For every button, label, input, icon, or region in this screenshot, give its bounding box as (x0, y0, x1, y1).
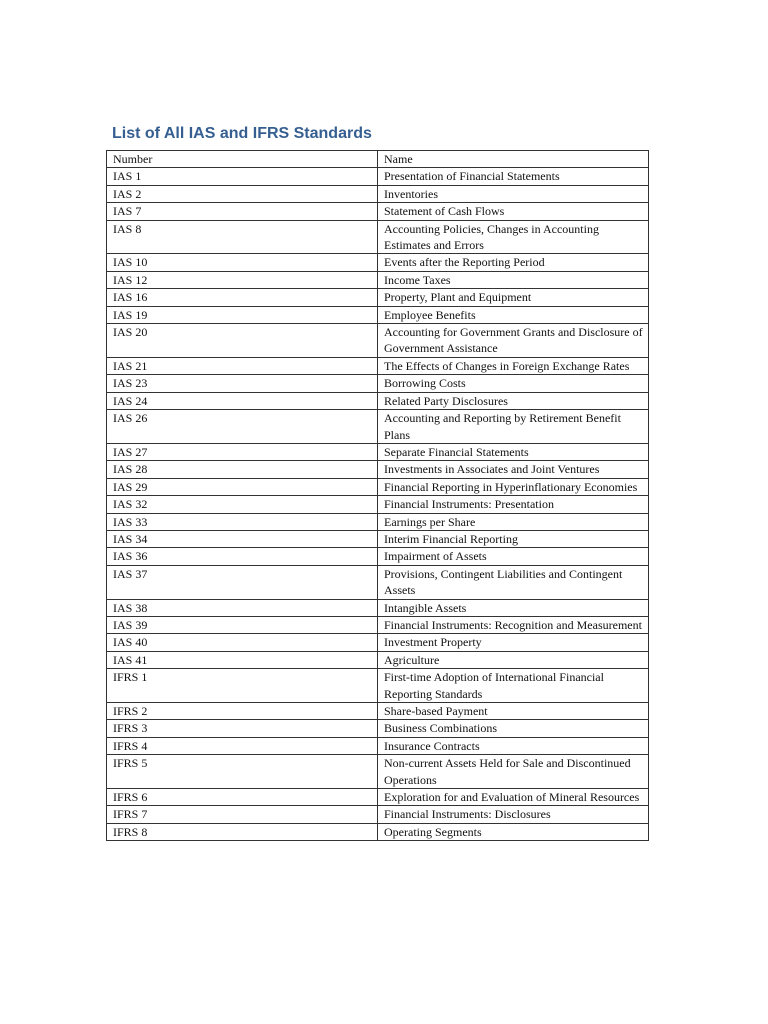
standard-number-cell: IAS 2 (107, 185, 378, 202)
standard-number-cell: IAS 41 (107, 651, 378, 668)
table-row (107, 443, 649, 460)
standard-name-cell: First-time Adoption of International Financial Reporting Standards (378, 669, 649, 703)
standard-number-cell: IFRS 6 (107, 789, 378, 806)
table-row (107, 185, 649, 202)
standard-name-cell: Income Taxes (378, 271, 649, 288)
standard-number-cell: IAS 27 (107, 443, 378, 460)
standard-name-cell: Related Party Disclosures (378, 392, 649, 409)
standard-name-cell: Inventories (378, 185, 649, 202)
standard-number-cell: IAS 34 (107, 530, 378, 547)
table-row (107, 271, 649, 288)
table-row (107, 669, 649, 703)
standard-name-cell: Investment Property (378, 634, 649, 651)
standard-number-cell: IAS 37 (107, 565, 378, 599)
table-row (107, 203, 649, 220)
standard-name-cell: Interim Financial Reporting (378, 530, 649, 547)
table-row (107, 634, 649, 651)
standard-name-cell: Property, Plant and Equipment (378, 289, 649, 306)
standard-number-cell: IFRS 3 (107, 720, 378, 737)
table-row (107, 720, 649, 737)
table-row (107, 254, 649, 271)
standard-number-cell: IAS 7 (107, 203, 378, 220)
standard-name-cell: Statement of Cash Flows (378, 203, 649, 220)
table-row (107, 375, 649, 392)
standard-name-cell: Financial Instruments: Presentation (378, 496, 649, 513)
standard-name-cell: Events after the Reporting Period (378, 254, 649, 271)
standard-number-cell: IAS 39 (107, 616, 378, 633)
standard-number-cell: IAS 38 (107, 599, 378, 616)
standard-name-cell: Insurance Contracts (378, 737, 649, 754)
table-row (107, 806, 649, 823)
table-header-row (107, 151, 649, 168)
standard-number-cell: IFRS 7 (107, 806, 378, 823)
standard-number-cell: IAS 36 (107, 548, 378, 565)
standard-name-cell: Separate Financial Statements (378, 443, 649, 460)
table-row (107, 324, 649, 358)
standard-name-cell: Exploration for and Evaluation of Mineral Resources (378, 789, 649, 806)
standard-name-cell: Accounting Policies, Changes in Accounting Estimates and Errors (378, 220, 649, 254)
standard-name-cell: Accounting for Government Grants and Disclosure of Government Assistance (378, 324, 649, 358)
standard-number-cell: IFRS 4 (107, 737, 378, 754)
standard-name-cell: The Effects of Changes in Foreign Exchange Rates (378, 357, 649, 374)
standard-name-cell: Operating Segments (378, 823, 649, 840)
table-row (107, 530, 649, 547)
standard-number-cell: IAS 19 (107, 306, 378, 323)
standard-name-cell: Investments in Associates and Joint Ventures (378, 461, 649, 478)
table-row (107, 513, 649, 530)
standard-name-cell: Employee Benefits (378, 306, 649, 323)
standard-name-cell: Share-based Payment (378, 703, 649, 720)
standard-number-cell: IAS 32 (107, 496, 378, 513)
standard-number-cell: IAS 8 (107, 220, 378, 254)
standard-number-cell: IAS 10 (107, 254, 378, 271)
standard-number-cell: IAS 23 (107, 375, 378, 392)
standard-name-cell: Financial Instruments: Disclosures (378, 806, 649, 823)
table-row (107, 357, 649, 374)
standard-number-cell: IAS 29 (107, 478, 378, 495)
standard-name-cell: Business Combinations (378, 720, 649, 737)
standard-number-cell: IFRS 8 (107, 823, 378, 840)
standard-name-cell: Accounting and Reporting by Retirement Benefit Plans (378, 410, 649, 444)
table-row (107, 478, 649, 495)
column-header-name: Name (378, 151, 649, 168)
table-row (107, 823, 649, 840)
table-row (107, 755, 649, 789)
standard-number-cell: IAS 12 (107, 271, 378, 288)
standard-number-cell: IAS 1 (107, 168, 378, 185)
standard-name-cell: Provisions, Contingent Liabilities and Contingent Assets (378, 565, 649, 599)
standard-number-cell: IAS 24 (107, 392, 378, 409)
table-row (107, 220, 649, 254)
standards-table (106, 150, 649, 841)
column-header-number: Number (107, 151, 378, 168)
standard-number-cell: IAS 28 (107, 461, 378, 478)
table-row (107, 703, 649, 720)
table-row (107, 410, 649, 444)
standard-name-cell: Financial Reporting in Hyperinflationary Economies (378, 478, 649, 495)
table-row (107, 616, 649, 633)
standard-name-cell: Financial Instruments: Recognition and Measurement (378, 616, 649, 633)
standard-name-cell: Presentation of Financial Statements (378, 168, 649, 185)
standard-name-cell: Earnings per Share (378, 513, 649, 530)
table-row (107, 392, 649, 409)
table-row (107, 651, 649, 668)
standard-number-cell: IFRS 2 (107, 703, 378, 720)
standard-number-cell: IAS 20 (107, 324, 378, 358)
table-body (107, 168, 649, 841)
standard-name-cell: Intangible Assets (378, 599, 649, 616)
page-title: List of All IAS and IFRS Standards (112, 125, 372, 142)
standard-number-cell: IAS 21 (107, 357, 378, 374)
table-row (107, 548, 649, 565)
table-row (107, 289, 649, 306)
standard-number-cell: IAS 33 (107, 513, 378, 530)
table-row (107, 461, 649, 478)
standard-name-cell: Agriculture (378, 651, 649, 668)
standard-name-cell: Impairment of Assets (378, 548, 649, 565)
table-row (107, 737, 649, 754)
standard-name-cell: Non-current Assets Held for Sale and Discontinued Operations (378, 755, 649, 789)
table-row (107, 565, 649, 599)
table-row (107, 306, 649, 323)
standard-number-cell: IFRS 5 (107, 755, 378, 789)
standard-number-cell: IAS 40 (107, 634, 378, 651)
table-row (107, 789, 649, 806)
standard-number-cell: IAS 16 (107, 289, 378, 306)
standard-number-cell: IFRS 1 (107, 669, 378, 703)
table-row (107, 599, 649, 616)
standard-name-cell: Borrowing Costs (378, 375, 649, 392)
table-row (107, 496, 649, 513)
standard-number-cell: IAS 26 (107, 410, 378, 444)
table-row (107, 168, 649, 185)
